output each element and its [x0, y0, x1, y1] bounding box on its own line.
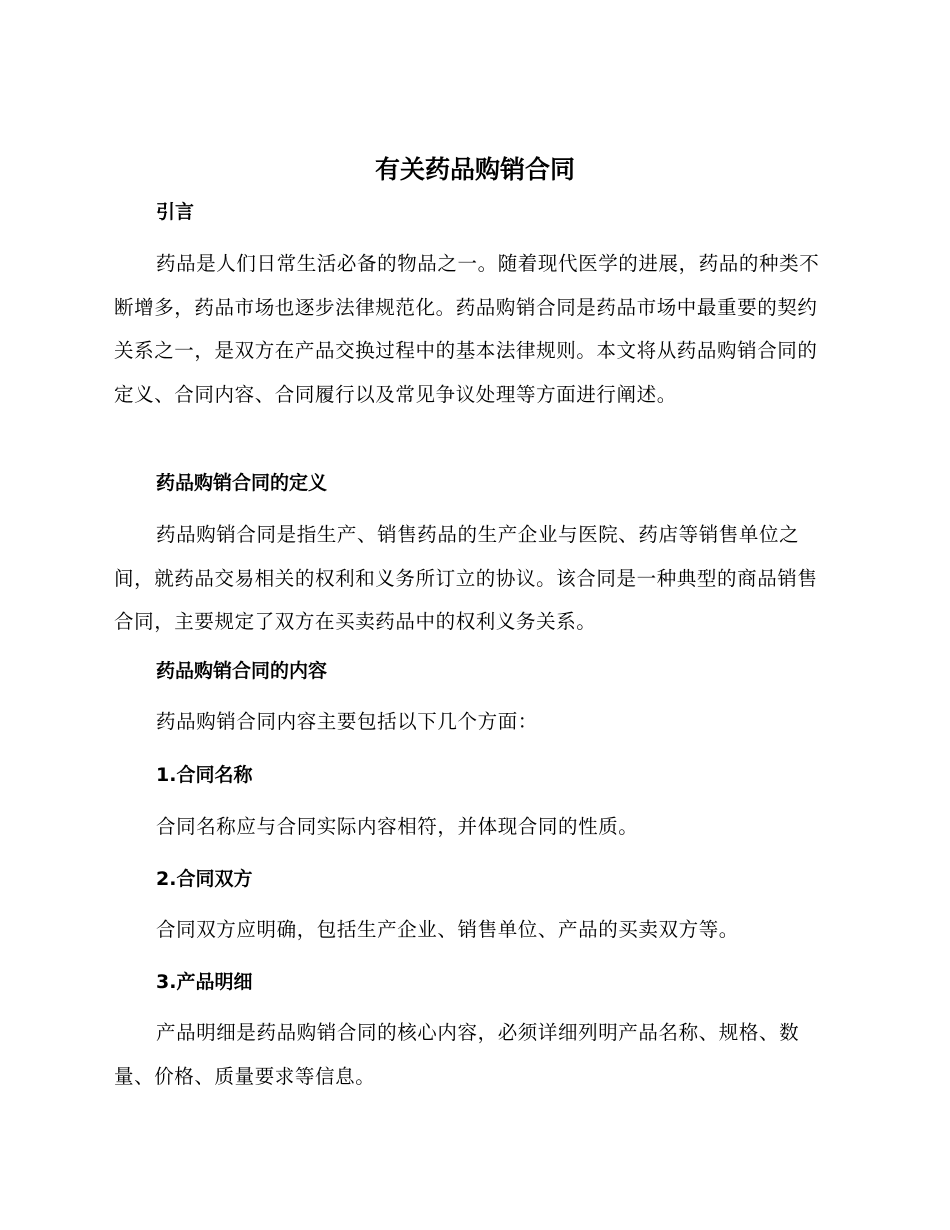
- content-intro-paragraph: 药品购销合同内容主要包括以下几个方面：: [156, 710, 538, 733]
- definition-paragraph: 药品购销合同是指生产、销售药品的生产企业与医院、药店等销售单位之间，就药品交易相关的权利和义务所订立的协议。该合同是一种典型的商品销售合同，主要规定了双方在买卖药品中的权利义务关系。: [114, 523, 818, 633]
- section-heading-definition: 药品购销合同的定义: [156, 472, 328, 494]
- contract-name-paragraph: 合同名称应与合同实际内容相符，并体现合同的性质。: [156, 815, 639, 838]
- section-heading-content: 药品购销合同的内容: [156, 660, 328, 682]
- introduction-paragraph: 药品是人们日常生活必备的物品之一。随着现代医学的进展，药品的种类不断增多，药品市场也逐步法律规范化。药品购销合同是药品市场中最重要的契约关系之一，是双方在产品交换过程中的基本法律规则。本文将从药品购销合同的定义、合同内容、合同履行以及常见争议处理等方面进行阐述。: [114, 252, 820, 406]
- subsection-heading-product-details: 3.产品明细: [156, 971, 253, 993]
- subsection-heading-contract-name: 1.合同名称: [156, 764, 253, 786]
- subsection-heading-contract-parties: 2.合同双方: [156, 868, 253, 890]
- document-title: 有关药品购销合同: [374, 155, 575, 184]
- contract-parties-paragraph: 合同双方应明确，包括生产企业、销售单位、产品的买卖双方等。: [156, 918, 739, 941]
- product-details-paragraph: 产品明细是药品购销合同的核心内容，必须详细列明产品名称、规格、数量、价格、质量要求等信息。: [114, 1021, 800, 1088]
- section-heading-introduction: 引言: [156, 201, 195, 223]
